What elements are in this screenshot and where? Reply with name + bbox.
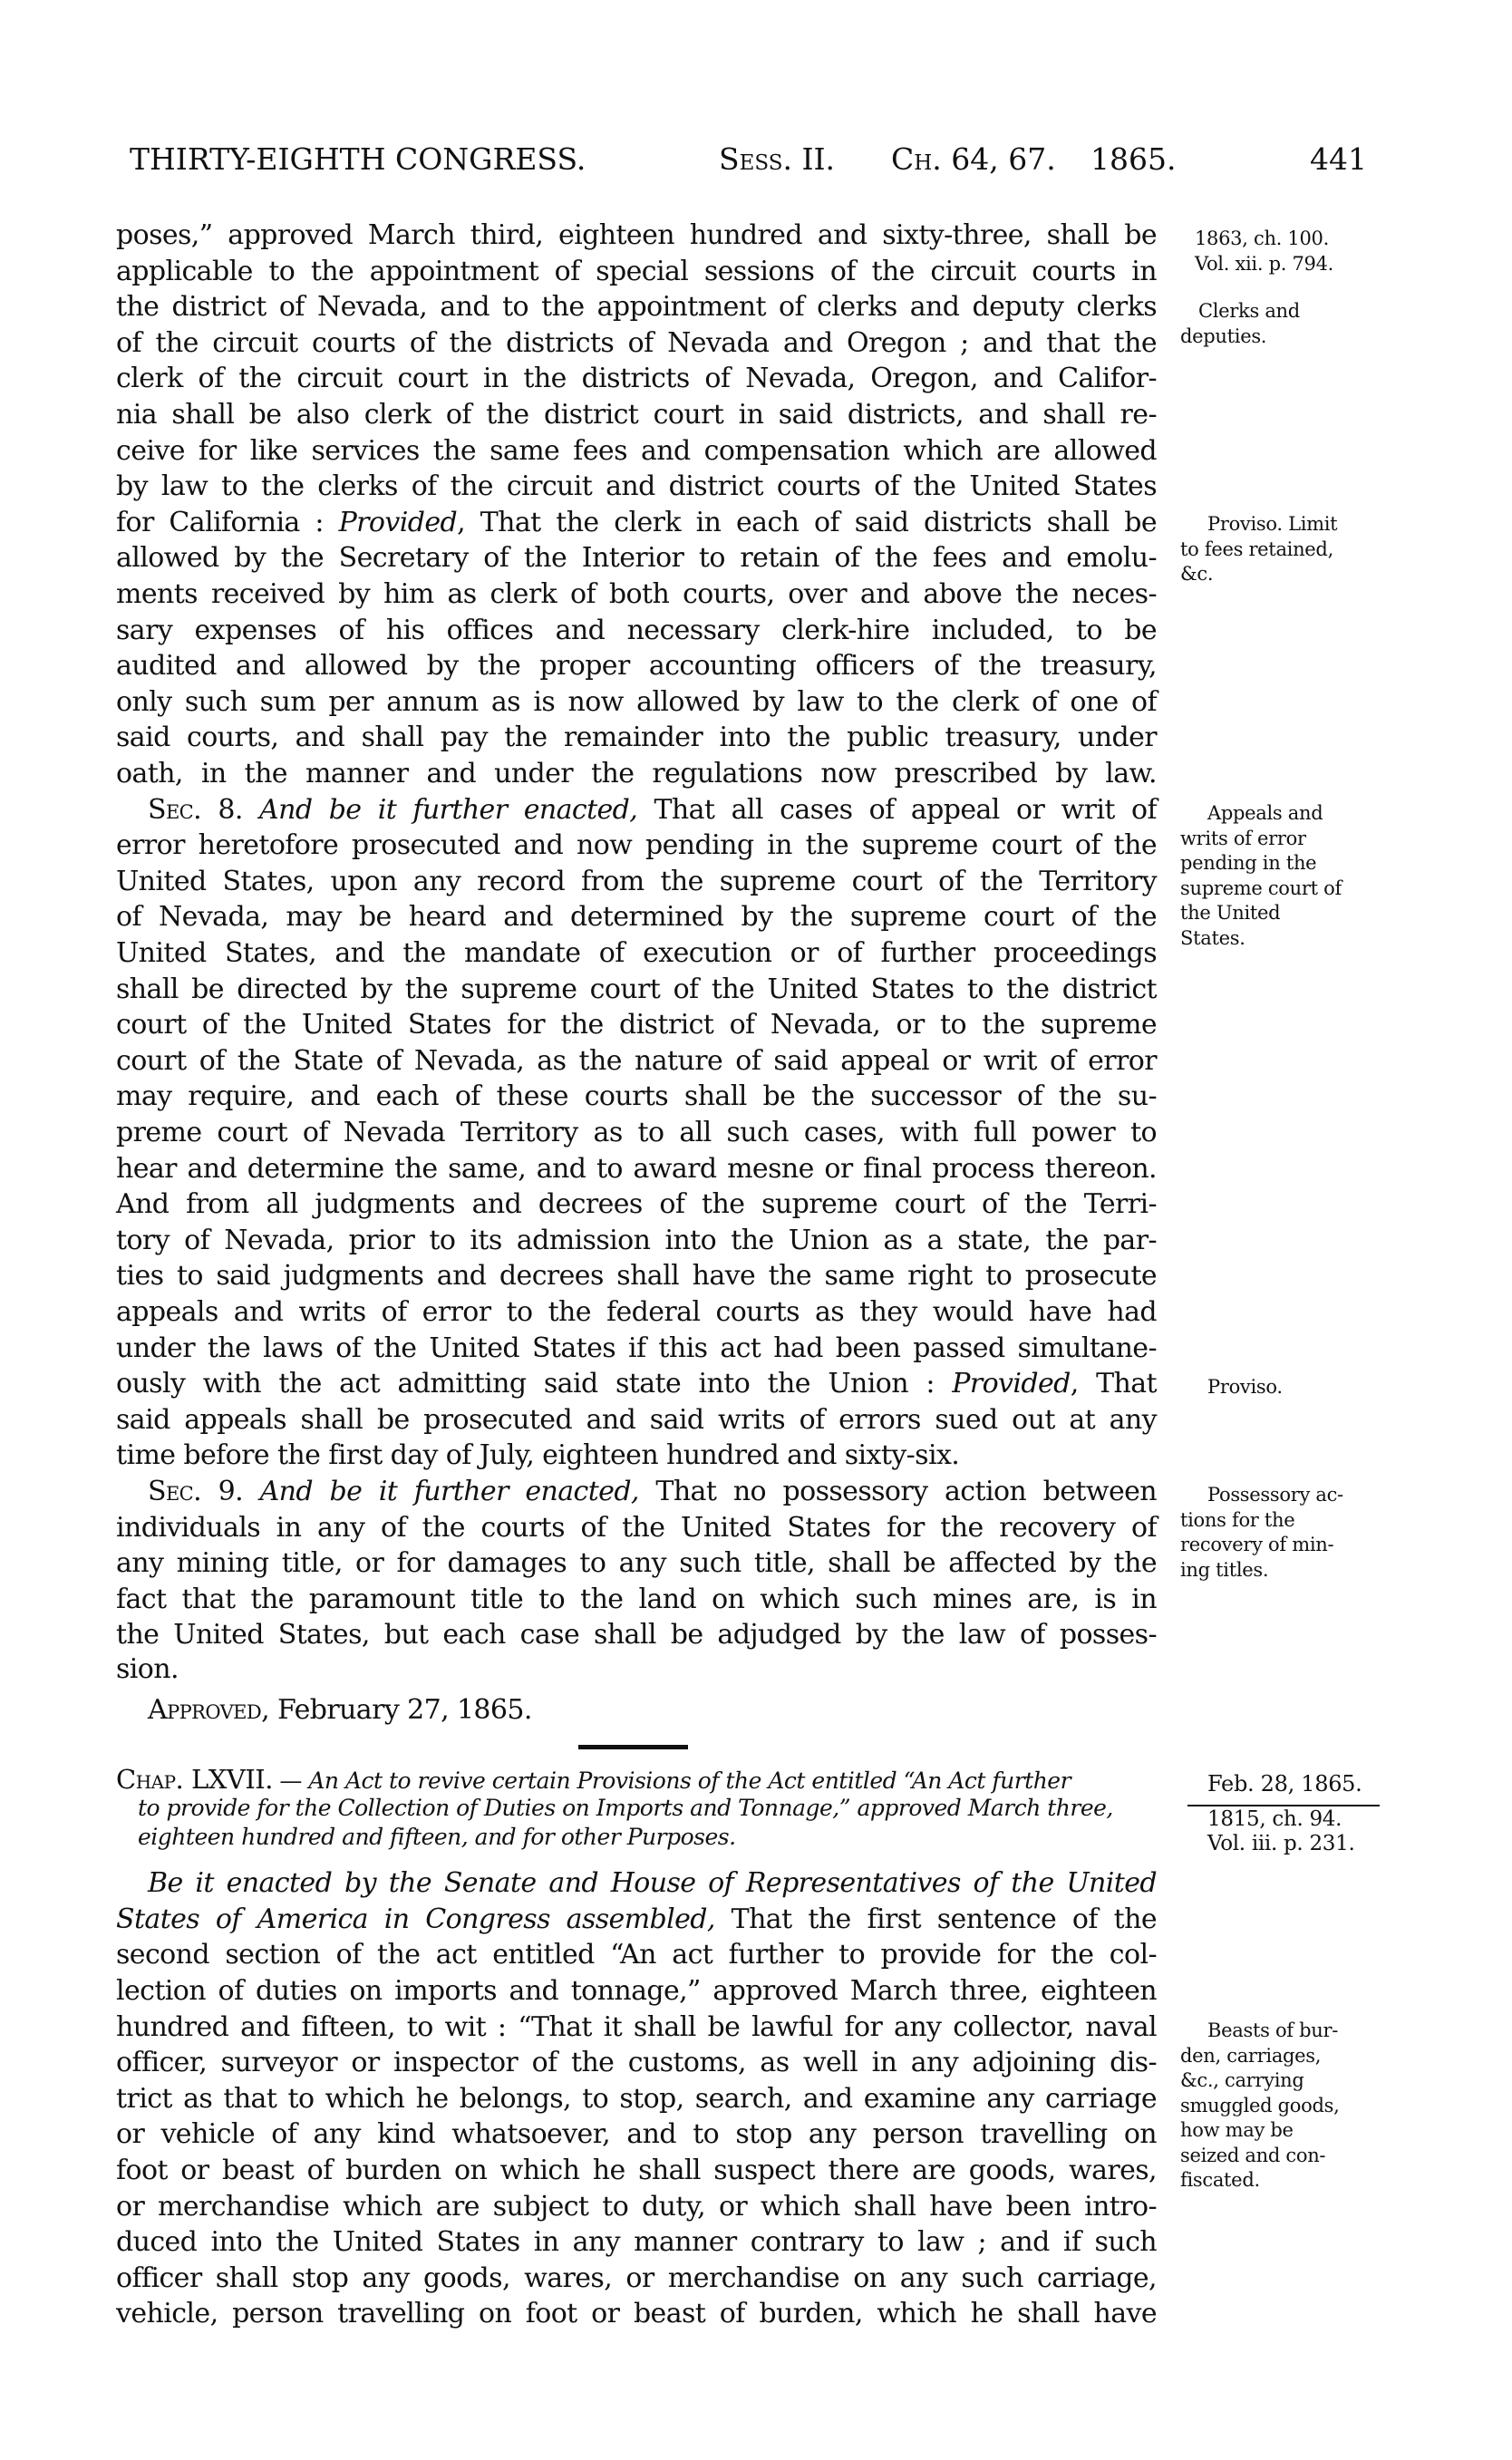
body-line: second section of the act entitled “An act further to provide for the col- — [116, 1939, 1157, 1971]
body-line: ties to said judgments and decrees shall have the same right to prosecute — [116, 1260, 1157, 1292]
sidenote-proviso: Proviso. — [1207, 1376, 1283, 1398]
running-header-chapters: Ch. 64, 67. — [891, 141, 1056, 177]
section-8-label: Sec. 8. — [148, 794, 243, 826]
body-line: of the circuit courts of the districts of Nevada and Oregon ; and that the — [116, 327, 1157, 359]
sidenote-proviso-limit: Proviso. Limit to fees retained, &c. — [1180, 513, 1338, 585]
body-line: may require, and each of these courts shall be the successor of the su- — [116, 1080, 1157, 1112]
body-line: fact that the paramount title to the land on which such mines are, is in — [116, 1584, 1157, 1615]
section-9-heading-line: Sec. 9. And be it further enacted, That no possessory action between — [148, 1476, 1157, 1507]
body-line: only such sum per annum as is now allowed by law to the clerk of one of — [116, 686, 1157, 718]
running-header-session: Sess. II. — [719, 141, 836, 177]
enacting-clause: And be it further enacted, — [259, 1476, 639, 1507]
body-line: tory of Nevada, prior to its admission into the Union as a state, the par- — [116, 1225, 1157, 1256]
section-9-label: Sec. 9. — [148, 1476, 244, 1507]
sidenote-possessory: Possessory ac- tions for the recovery of min- ing titles. — [1180, 1484, 1343, 1581]
body-line: applicable to the appointment of special sessions of the circuit courts in — [116, 256, 1157, 287]
body-line-proviso: ously with the act admitting said state into the Union : Provided, That — [116, 1368, 1157, 1399]
running-header-congress: THIRTY-EIGHTH CONGRESS. — [130, 141, 586, 177]
sidenote-beasts-of-burden: Beasts of bur- den, carriages, &c., carrying smuggled goods, how may be seized and con- fiscated. — [1180, 2019, 1340, 2191]
body-line: ments received by him as clerk of both courts, over and above the neces- — [116, 578, 1157, 610]
enacting-clause: And be it further enacted, — [259, 794, 638, 826]
provided-italic: Provided — [338, 507, 458, 538]
body-line: hear and determine the same, and to award mesne or final process thereon. — [116, 1153, 1157, 1185]
body-line: oath, in the manner and under the regulations now prescribed by law. — [116, 758, 1157, 789]
body-line: lection of duties on imports and tonnage,” approved March three, eighteen — [116, 1975, 1157, 2007]
body-line: sion. — [116, 1653, 179, 1685]
body-line: court of the United States for the district of Nevada, or to the supreme — [116, 1009, 1157, 1041]
provided-italic: Provided — [952, 1368, 1071, 1399]
chapter-title-line-3: eighteen hundred and fifteen, and for other Purposes. — [138, 1824, 736, 1850]
body-line: appeals and writs of error to the federal courts as they would have had — [116, 1296, 1157, 1328]
body-line: sary expenses of his offices and necessary clerk-hire included, to be — [116, 615, 1157, 646]
approved-label: Approved — [148, 1694, 262, 1726]
body-line: said appeals shall be prosecuted and said writs of errors sued out at any — [116, 1404, 1157, 1436]
sidenote-appeals: Appeals and writs of error pending in the supreme court of the United States. — [1180, 802, 1342, 949]
body-line: shall be directed by the supreme court of the United States to the district — [116, 973, 1157, 1005]
chapter-label: Chap. LXVII. — [116, 1764, 273, 1795]
body-line: ceive for like services the same fees and compensation which are allowed — [116, 435, 1157, 467]
body-line: And from all judgments and decrees of the supreme court of the Terri- — [116, 1188, 1157, 1220]
body-line: clerk of the circuit court in the districts of Nevada, Oregon, and Califor- — [116, 363, 1157, 394]
approval-line — [116, 1692, 1157, 1729]
chapter-67-heading: Chap. LXVII. — An Act to revive certain Provisions of the Act entitled “An Act further — [116, 1764, 1071, 1795]
body-line: poses,” approved March third, eighteen hundred and sixty-three, shall be — [116, 219, 1157, 251]
body-line: said courts, and shall pay the remainder into the public treasury, under — [116, 722, 1157, 753]
sidenote-date-rule — [1187, 1805, 1380, 1806]
body-line: individuals in any of the courts of the United States for the recovery of — [116, 1512, 1157, 1544]
body-line: trict as that to which he belongs, to stop, search, and examine any carriage — [116, 2083, 1157, 2115]
body-line: audited and allowed by the proper accounting officers of the treasury, — [116, 650, 1157, 682]
body-line: by law to the clerks of the circuit and district courts of the United States — [116, 470, 1157, 502]
body-line: United States, and the mandate of execution or of further proceedings — [116, 937, 1157, 969]
sidenote-citation-1863: 1863, ch. 100. Vol. xii. p. 794. — [1195, 228, 1334, 275]
body-line: officer shall stop any goods, wares, or merchandise on any such carriage, — [116, 2262, 1157, 2294]
body-line: under the laws of the United States if this act had been passed simultane- — [116, 1332, 1157, 1364]
page-number: 441 — [1310, 141, 1367, 177]
sidenote-chapter-date: Feb. 28, 1865. — [1207, 1771, 1362, 1797]
body-line: preme court of Nevada Territory as to all such cases, with full power to — [116, 1117, 1157, 1148]
body-line: allowed by the Secretary of the Interior to retain of the fees and emolu- — [116, 542, 1157, 574]
body-line: foot or beast of burden on which he shall suspect there are goods, wares, — [116, 2155, 1157, 2186]
body-line: the United States, but each case shall be adjudged by the law of posses- — [116, 1619, 1157, 1651]
sidenote-clerks: Clerks and deputies. — [1180, 300, 1300, 347]
chapter-title-line-1: An Act to revive certain Provisions of the Act entitled “An Act further — [308, 1768, 1071, 1794]
body-line: or vehicle of any kind whatsoever, and to stop any person travelling on — [116, 2118, 1157, 2150]
chapter-separator-rule — [578, 1745, 688, 1749]
body-line: court of the State of Nevada, as the nature of said appeal or writ of error — [116, 1045, 1157, 1077]
body-line: or merchandise which are subject to duty, or which shall have been intro- — [116, 2191, 1157, 2223]
body-line: nia shall be also clerk of the district court in said districts, and shall re- — [116, 399, 1157, 431]
enacting-clause-line-2: States of America in Congress assembled, That the first sentence of the — [116, 1903, 1157, 1935]
sidenote-citation-1815: 1815, ch. 94. Vol. iii. p. 231. — [1207, 1807, 1355, 1855]
body-line: time before the first day of July, eighteen hundred and sixty-six. — [116, 1439, 960, 1471]
body-line: hundred and fifteen, to wit : “That it shall be lawful for any collector, naval — [116, 2011, 1157, 2043]
approval-date: , February 27, 1865. — [261, 1694, 532, 1726]
body-line: the district of Nevada, and to the appointment of clerks and deputy clerks — [116, 291, 1157, 323]
chapter-title-line-2: to provide for the Collection of Duties on Imports and Tonnage,” approved March three, — [138, 1795, 1113, 1821]
body-line-proviso: for California : Provided, That the clerk in each of said districts shall be — [116, 507, 1158, 538]
enacting-clause-line-1: Be it enacted by the Senate and House of Representatives of the United — [148, 1867, 1157, 1899]
body-line: United States, upon any record from the supreme court of the Territory — [116, 866, 1157, 897]
running-header-year: 1865. — [1090, 141, 1177, 177]
body-line: officer, surveyor or inspector of the customs, as well in any adjoining dis- — [116, 2047, 1157, 2078]
body-line: error heretofore prosecuted and now pending in the supreme court of the — [116, 829, 1157, 861]
section-8-heading-line: Sec. 8. And be it further enacted, That all cases of appeal or writ of — [148, 794, 1158, 826]
body-line: of Nevada, may be heard and determined by the supreme court of the — [116, 901, 1157, 933]
body-line: any mining title, or for damages to any such title, shall be affected by the — [116, 1547, 1157, 1579]
body-line: duced into the United States in any manner contrary to law ; and if such — [116, 2226, 1157, 2258]
body-line: vehicle, person travelling on foot or beast of burden, which he shall have — [116, 2298, 1157, 2329]
